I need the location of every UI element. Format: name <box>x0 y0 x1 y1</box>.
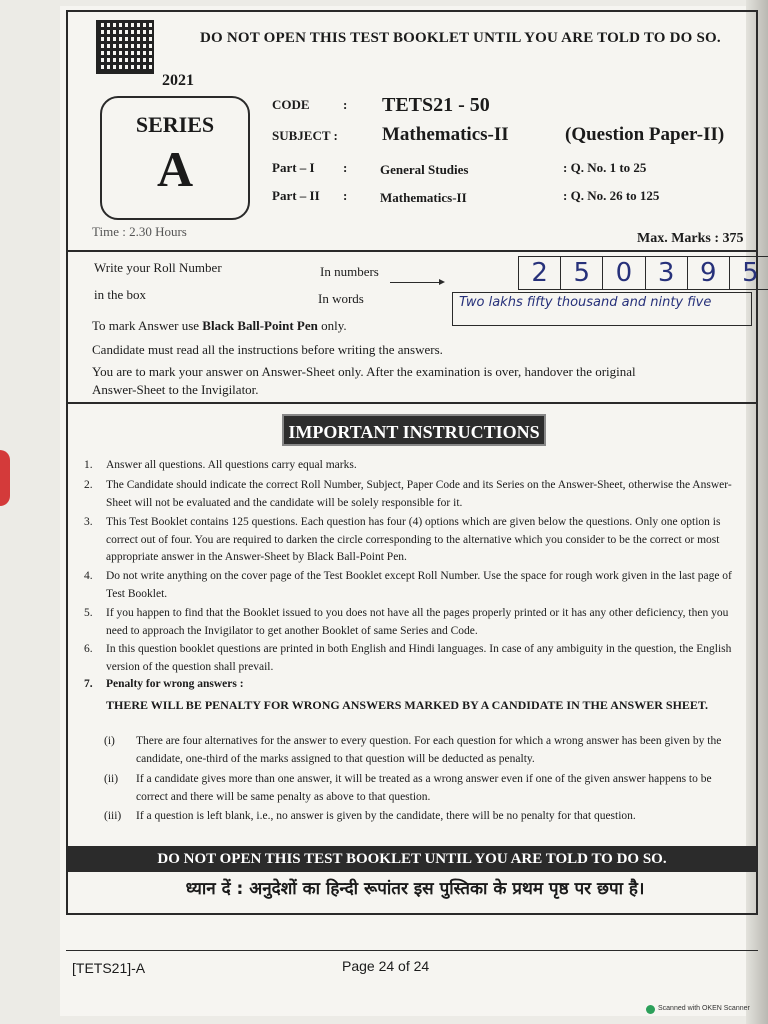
question-paper-label: (Question Paper-II) <box>565 124 725 145</box>
part2-subject: Mathematics-II <box>380 190 467 205</box>
roll-words-field[interactable]: Two lakhs fifty thousand and ninty five <box>452 292 752 326</box>
code-label: CODE <box>272 97 310 112</box>
penalty-heading <box>84 697 744 715</box>
footer-page-number: Page 24 of 24 <box>342 958 430 974</box>
instruction-number: 6. <box>84 643 93 655</box>
important-instructions-title: IMPORTANT INSTRUCTIONS <box>282 414 546 446</box>
part1-questions: : Q. No. 1 to 25 <box>563 160 647 175</box>
instruction-text: Answer all questions. All questions carry equal marks. <box>106 459 357 471</box>
instruction-text: In this question booklet questions are printed in both English and Hindi languages. In case of any ambiguity in the question, the English version of the question shall prevail. <box>106 643 732 673</box>
read-note: Candidate must read all the instructions before writing the answers. <box>92 342 443 357</box>
series-value: A <box>156 141 194 197</box>
arrow-right-icon <box>390 282 440 283</box>
code-colon: : <box>343 97 348 112</box>
series-box <box>100 96 250 220</box>
penalty-item <box>104 808 744 826</box>
pen-note-suffix: only. <box>317 318 347 333</box>
instruction-item <box>84 641 744 676</box>
hindi-note: ध्यान दें : अनुदेशों का हिन्दी रूपांतर इस पुस्तिका के प्रथम पृष्ठ पर छपा है। <box>185 879 645 899</box>
instruction-item <box>84 568 744 603</box>
subject-value: Mathematics-II <box>382 124 509 145</box>
subject-label: SUBJECT : <box>272 128 338 143</box>
roll-label-line2: in the box <box>94 287 146 302</box>
part2-questions: : Q. No. 26 to 125 <box>563 188 660 203</box>
time-allowed: Time : 2.30 Hours <box>92 224 187 239</box>
pen-note <box>92 318 347 334</box>
footer-divider <box>66 950 758 951</box>
pen-note-bold: Black Ball-Point Pen <box>202 318 318 333</box>
instruction-number: 4. <box>84 570 93 582</box>
roll-label-line1: Write your Roll Number <box>94 260 222 275</box>
part2-colon: : <box>343 188 348 203</box>
max-marks: Max. Marks : 375 <box>637 231 744 246</box>
roll-digit[interactable]: 5 <box>742 258 759 288</box>
instruction-text: Do not write anything on the cover page of the Test Booklet except Roll Number. Use the space for rough work given in the last page of Test Booklet. <box>106 570 732 600</box>
bottom-warning-banner: DO NOT OPEN THIS TEST BOOKLET UNTIL YOU ARE TOLD TO DO SO. <box>68 846 756 872</box>
part1-subject: General Studies <box>380 162 469 177</box>
instruction-item <box>84 457 744 475</box>
in-words-label: In words <box>318 291 364 306</box>
penalty-item <box>104 733 744 768</box>
instruction-item <box>84 477 744 512</box>
in-numbers-label: In numbers <box>320 264 379 279</box>
exam-year: 2021 <box>162 72 194 89</box>
instruction-number: 5. <box>84 607 93 619</box>
qr-code-icon <box>98 22 152 72</box>
code-value: TETS21 - 50 <box>382 94 490 116</box>
divider <box>66 250 758 252</box>
instruction-number: 2. <box>84 479 93 491</box>
roll-digit[interactable]: 0 <box>603 257 645 289</box>
instruction-item <box>84 676 744 694</box>
scanner-watermark: Scanned with OKEN Scanner <box>658 1005 750 1012</box>
instruction-text: This Test Booklet contains 125 questions. Each question has four (4) options which are given below the questions. Only one option is correct out of four. You are required to darken the circle corresponding to the alternative which you consider to be the correct or most appropriate answer in the Answer-Sheet by Black Ball-Point Pen. <box>106 516 721 563</box>
penalty-number: (iii) <box>104 810 122 822</box>
answer-sheet-note-line2: Answer-Sheet to the Invigilator. <box>92 382 259 397</box>
instruction-text: If you happen to find that the Booklet issued to you does not have all the pages properly printed or it has any other deficiency, then you need to approach the Invigilator to get another Booklet of same Series and Code. <box>106 607 729 637</box>
instruction-item <box>84 514 744 567</box>
penalty-number: (ii) <box>104 773 119 785</box>
part2-label: Part – II <box>272 188 320 203</box>
roll-number-box[interactable] <box>518 256 768 290</box>
penalty-text: There are four alternatives for the answer to every question. For each question for which a wrong answer has been given by the candidate, one-third of the marks assigned to that question will be deducted as penalty. <box>136 735 722 765</box>
footer-code: [TETS21]-A <box>72 960 146 976</box>
penalty-number: (i) <box>104 735 115 747</box>
part1-colon: : <box>343 160 348 175</box>
penalty-heading-text: THERE WILL BE PENALTY FOR WRONG ANSWERS MARKED BY A CANDIDATE IN THE ANSWER SHEET. <box>106 698 709 712</box>
pen-note-prefix: To mark Answer use <box>92 318 203 333</box>
penalty-text: If a candidate gives more than one answer, it will be treated as a wrong answer even if one of the given answer happens to be correct and there will be same penalty as above to that question. <box>136 773 712 803</box>
instruction-text: Penalty for wrong answers : <box>106 678 244 690</box>
roll-digit[interactable]: 2 <box>519 257 561 289</box>
instruction-number: 7. <box>84 678 93 690</box>
penalty-text: If a question is left blank, i.e., no answer is given by the candidate, there will be no penalty for that question. <box>136 810 636 822</box>
instruction-text: The Candidate should indicate the correct Roll Number, Subject, Paper Code and its Series on the Answer-Sheet, otherwise the Answer-Sheet will not be evaluated and the candidate will be solely responsible for it. <box>106 479 732 509</box>
part1-label: Part – I <box>272 160 315 175</box>
roll-digit[interactable]: 3 <box>646 257 688 289</box>
red-edge-mark <box>0 450 10 506</box>
roll-digit[interactable]: 5 <box>561 257 603 289</box>
series-label: SERIES <box>135 112 215 137</box>
divider <box>66 402 758 404</box>
top-warning-banner: DO NOT OPEN THIS TEST BOOKLET UNTIL YOU ARE TOLD TO DO SO. <box>200 30 721 46</box>
instruction-item <box>84 605 744 640</box>
scanner-logo-icon <box>646 1005 655 1014</box>
roll-digit[interactable]: 9 <box>688 257 730 289</box>
penalty-item <box>104 771 744 806</box>
instruction-number: 1. <box>84 459 93 471</box>
answer-sheet-note-line1: You are to mark your answer on Answer-Sheet only. After the examination is over, handover the original <box>92 364 636 379</box>
instruction-number: 3. <box>84 516 93 528</box>
